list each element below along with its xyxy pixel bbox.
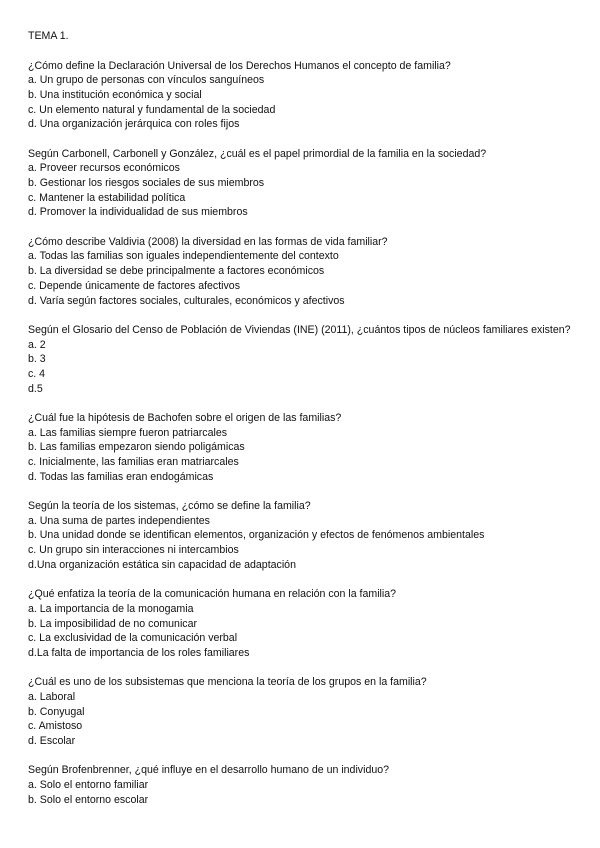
question-5 — [28, 411, 573, 485]
answer-option-d: d. Varía según factores sociales, culturales, económicos y afectivos — [28, 294, 345, 307]
answer-option-a: a. Proveer recursos económicos — [28, 162, 180, 175]
question-stem: Según el Glosario del Censo de Población de Viviendas (INE) (2011), ¿cuántos tipos de núcleos familiares existen? — [28, 323, 571, 336]
answer-option-b: b. Las familias empezaron siendo poligámicas — [28, 441, 245, 454]
answer-option-b: b. Conyugal — [28, 705, 85, 718]
page-title: TEMA 1. — [28, 30, 69, 42]
answer-option-c: c. Un elemento natural y fundamental de la sociedad — [28, 103, 276, 116]
answer-option-b: b. Una unidad donde se identifican elementos, organización y efectos de fenómenos ambientales — [28, 529, 485, 542]
answer-option-b: b. Gestionar los riesgos sociales de sus miembros — [28, 177, 265, 190]
answer-option-d: d. Escolar — [28, 735, 76, 748]
answer-option-d: d.La falta de importancia de los roles familiares — [28, 646, 250, 659]
question-stem: Según Carbonell, Carbonell y González, ¿cuál es el papel primordial de la familia en la sociedad? — [28, 147, 487, 160]
answer-option-c: c. 4 — [28, 367, 46, 380]
answer-option-a: a. Un grupo de personas con vínculos sanguíneos — [28, 74, 265, 87]
question-stem: ¿Cómo describe Valdivia (2008) la diversidad en las formas de vida familiar? — [28, 235, 388, 248]
answer-option-b: b. Una institución económica y social — [28, 88, 202, 101]
question-stem: ¿Qué enfatiza la teoría de la comunicación humana en relación con la familia? — [28, 588, 397, 601]
answer-option-b: b. La imposibilidad de no comunicar — [28, 617, 198, 630]
question-stem: Según Brofenbrenner, ¿qué influye en el desarrollo humano de un individuo? — [28, 764, 390, 777]
question-4 — [28, 323, 573, 397]
answer-option-a: a. Una suma de partes independientes — [28, 514, 210, 527]
question-stem: ¿Cuál fue la hipótesis de Bachofen sobre el origen de las familias? — [28, 411, 342, 424]
answer-option-b: b. La diversidad se debe principalmente a factores económicos — [28, 265, 325, 278]
question-2 — [28, 147, 573, 221]
document-page — [28, 29, 573, 822]
answer-option-b: b. Solo el entorno escolar — [28, 793, 149, 806]
answer-option-a: a. Todas las familias son iguales independientemente del contexto — [28, 250, 339, 263]
answer-option-d: d. Todas las familias eran endogámicas — [28, 470, 214, 483]
question-8 — [28, 675, 573, 749]
answer-option-d: d.Una organización estática sin capacidad de adaptación — [28, 558, 296, 571]
question-6 — [28, 499, 573, 573]
question-3 — [28, 235, 573, 309]
answer-option-a: a. Solo el entorno familiar — [28, 779, 149, 792]
answer-option-d: d.5 — [28, 382, 43, 395]
question-7 — [28, 587, 573, 661]
answer-option-a: a. 2 — [28, 338, 46, 351]
answer-option-c: c. Inicialmente, las familias eran matriarcales — [28, 456, 239, 469]
question-9 — [28, 763, 573, 807]
answer-option-c: c. Depende únicamente de factores afectivos — [28, 279, 240, 292]
answer-option-a: a. Las familias siempre fueron patriarcales — [28, 426, 228, 439]
answer-option-c: c. Un grupo sin interacciones ni intercambios — [28, 544, 239, 557]
answer-option-c: c. La exclusividad de la comunicación verbal — [28, 632, 238, 645]
question-stem: ¿Cuál es uno de los subsistemas que menciona la teoría de los grupos en la familia? — [28, 676, 427, 689]
question-1 — [28, 59, 573, 133]
question-stem: Según la teoría de los sistemas, ¿cómo se define la familia? — [28, 500, 311, 513]
question-stem: ¿Cómo define la Declaración Universal de los Derechos Humanos el concepto de familia? — [28, 59, 451, 72]
answer-option-a: a. La importancia de la monogamia — [28, 602, 194, 615]
answer-option-a: a. Laboral — [28, 690, 76, 703]
answer-option-c: c. Amistoso — [28, 720, 83, 733]
answer-option-d: d. Una organización jerárquica con roles fijos — [28, 118, 240, 131]
answer-option-d: d. Promover la individualidad de sus miembros — [28, 206, 248, 219]
answer-option-b: b. 3 — [28, 353, 46, 366]
answer-option-c: c. Mantener la estabilidad política — [28, 191, 186, 204]
